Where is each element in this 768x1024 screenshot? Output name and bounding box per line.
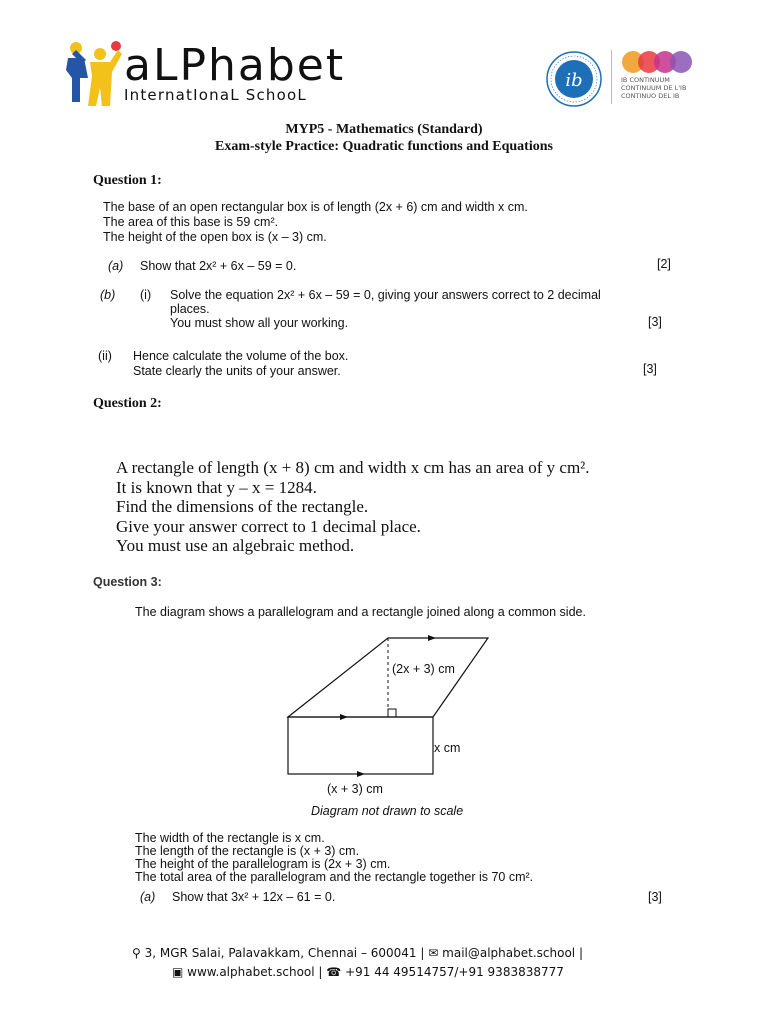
q1-intro-line-1: The base of an open rectangular box is of length (2x + 6) cm and width x cm. [103,200,528,214]
ib-continuum-circles-icon [621,50,701,76]
diagram-height-label: (2x + 3) cm [392,662,455,676]
ib-seal-icon [545,50,603,108]
q1-part-bi-line-1: Solve the equation 2x² + 6x – 59 = 0, giving your answers correct to 2 decimal [170,288,601,302]
q3-part-a-label: (a) [140,890,156,904]
q1-part-a-text: Show that 2x² + 6x – 59 = 0. [140,259,297,273]
q1-part-bi-mark: [3] [648,315,662,329]
question-1-title: Question 1: [93,173,162,188]
computer-icon: ▣ [172,965,184,979]
ib-logo [545,46,705,108]
logo-subtitle: InternatIonaL SchooL [124,86,307,104]
q1-part-bii-line-1: Hence calculate the volume of the box. [133,349,349,363]
q3-part-a-mark: [3] [648,890,662,904]
footer-line-2 [172,965,564,979]
document-title: MYP5 - Mathematics (Standard) [285,122,483,137]
ib-line-2: CONTINUUM DE L'IB [621,84,687,92]
diagram-width-label: x cm [434,741,461,755]
footer-line-1 [132,946,583,960]
children-figures-icon [66,40,126,112]
q1-part-bii-mark: [3] [643,362,657,376]
document-subtitle: Exam-style Practice: Quadratic functions and Equations [215,139,553,154]
footer-phone: +91 44 49514757/+91 9383838777 [345,965,564,979]
ib-continuum-text [621,76,686,100]
q2-line-2: It is known that y – x = 1284. [116,477,317,497]
q2-line-1: A rectangle of length (x + 8) cm and width x cm has an area of y cm². [116,458,590,477]
q3-part-a-text: Show that 3x² + 12x – 61 = 0. [172,890,336,904]
q1-part-bi-label: (i) [140,288,152,302]
question-3-title: Question 3: [93,575,162,589]
q1-part-a-label: (a) [108,259,124,273]
footer-email[interactable]: mail@alphabet.school | [442,946,583,960]
parallelogram-rectangle-diagram [0,630,768,830]
phone-icon: ☎ [326,965,342,979]
footer-website[interactable]: www.alphabet.school | [187,965,323,979]
q1-part-bi-line-2: places. [170,302,210,316]
logo-wordmark: aLPhabet [124,40,346,91]
q1-intro-line-3: The height of the open box is (x – 3) cm. [103,230,327,244]
q3-intro: The diagram shows a parallelogram and a rectangle joined along a common side. [135,605,586,619]
location-pin-icon: ⚲ [132,946,141,960]
school-logo [66,40,346,110]
q3-fact-2: The length of the rectangle is (x + 3) cm. [135,844,360,858]
q3-fact-1: The width of the rectangle is x cm. [135,831,325,845]
diagram-length-label: (x + 3) cm [327,782,383,796]
q1-intro-line-2: The area of this base is 59 cm². [103,215,279,229]
ib-line-3: CONTINUO DEL IB [621,92,680,100]
ib-line-1: IB CONTINUUM [621,76,670,84]
mail-icon: ✉ [428,946,439,960]
q2-text-block [116,458,590,556]
question-2-title: Question 2: [93,396,162,411]
q3-fact-4: The total area of the parallelogram and the rectangle together is 70 cm². [135,870,534,884]
q1-part-a-mark: [2] [657,257,671,271]
q3-fact-3: The height of the parallelogram is (2x + 3) cm. [135,857,391,871]
q1-part-bii-label: (ii) [98,349,112,363]
q1-part-b-label: (b) [100,288,116,302]
q2-line-5: You must use an algebraic method. [116,536,355,555]
q1-part-bii-line-2: State clearly the units of your answer. [133,364,341,378]
q1-part-bi-line-3: You must show all your working. [170,316,349,330]
footer-address: 3, MGR Salai, Palavakkam, Chennai – 600041 | [144,946,425,960]
diagram-caption: Diagram not drawn to scale [311,804,464,818]
ib-divider [611,50,612,104]
q2-line-4: Give your answer correct to 1 decimal place. [116,516,421,536]
q2-line-3: Find the dimensions of the rectangle. [116,497,369,516]
svg-text:ib: ib [565,70,583,91]
